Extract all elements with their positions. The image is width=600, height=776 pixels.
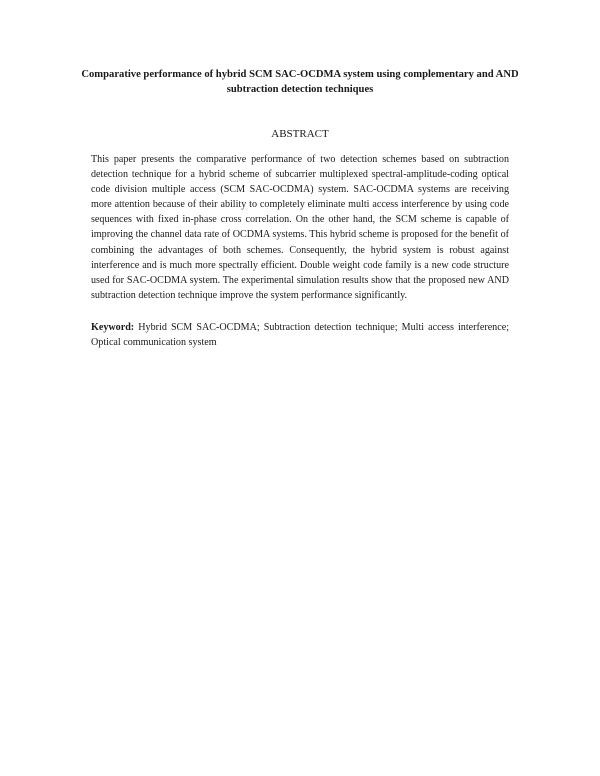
keywords-list: Hybrid SCM SAC-OCDMA; Subtraction detection technique; Multi access interference; Optical communication system	[91, 322, 509, 349]
abstract-body: This paper presents the comparative performance of two detection schemes based on subtraction detection technique for a hybrid scheme of subcarrier multiplexed spectral-amplitude-coding optical code division multiple access (SCM SAC-OCDMA) system. SAC-OCDMA systems are receiving more attention because of their ability to completely eliminate multi access interference by using code sequences with fixed in-phase cross correlation. On the other hand, the SCM scheme is capable of improving the channel data rate of OCDMA systems. This hybrid scheme is proposed for the benefit of combining the advantages of both schemes. Consequently, the hybrid system is robust against interference and is much more spectrally efficient. Double weight code family is a new code structure used for SAC-OCDMA system. The experimental simulation results show that the proposed new AND subtraction detection technique improve the system performance significantly.	[91, 154, 509, 301]
keywords-paragraph	[91, 320, 509, 350]
paper-title: Comparative performance of hybrid SCM SAC-OCDMA system using complementary and AND subtraction detection techniques	[81, 69, 519, 95]
abstract-heading: ABSTRACT	[271, 128, 329, 140]
keywords-label: Keyword:	[91, 322, 135, 333]
